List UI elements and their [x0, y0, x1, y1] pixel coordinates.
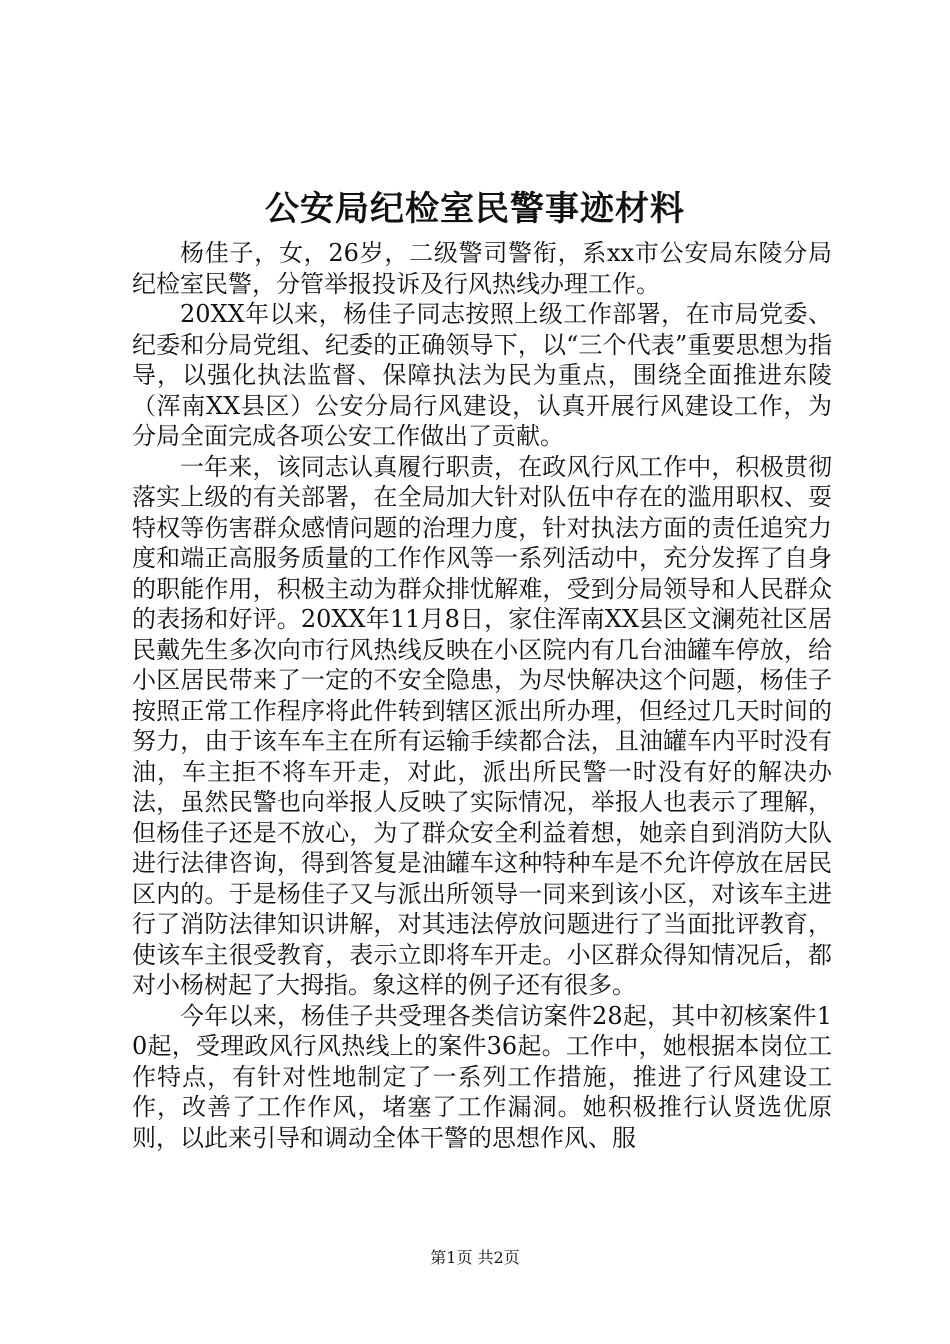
page-number-footer: 第1页 共2页 — [430, 1248, 520, 1267]
document-body — [132, 238, 832, 1153]
page-title: 公安局纪检室民警事迹材料 — [265, 189, 685, 229]
paragraph-intro: 杨佳子，女，26岁，二级警司警衔，系xx市公安局东陵分局纪检室民警，分管举报投诉及行风热线办理工作。 — [132, 239, 832, 298]
paragraph-statistics: 今年以来，杨佳子共受理各类信访案件28起，其中初核案件10起，受理政风行风热线上的案件36起。工作中，她根据本岗位工作特点，有针对性地制定了一系列工作措施，推进了行风建设工作，改善了工作作风，堵塞了工作漏洞。她积极推行认贤选优原则，以此来引导和调动全体干警的思想作风、服 — [132, 1001, 832, 1152]
paragraph-overview: 20XX年以来，杨佳子同志按照上级工作部署，在市局党委、纪委和分局党组、纪委的正确领导下，以“三个代表”重要思想为指导，以强化执法监督、保障执法为民为重点，围绕全面推进东陵（浑南XX县区）公安分局行风建设，认真开展行风建设工作，为分局全面完成各项公安工作做出了贡献。 — [132, 300, 832, 450]
paragraph-example: 一年来，该同志认真履行职责，在政风行风工作中，积极贯彻落实上级的有关部署，在全局加大针对队伍中存在的滥用职权、耍特权等伤害群众感情问题的治理力度，针对执法方面的责任追究力度和端正高服务质量的工作作风等一系列活动中，充分发挥了自身的职能作用，积极主动为群众排忧解难，受到分局领导和人民群众的表扬和好评。20XX年11月8日，家住浑南XX县区文澜苑社区居民戴先生多次向市行风热线反映在小区院内有几台油罐车停放，给小区居民带来了一定的不安全隐患，为尽快解决这个问题，杨佳子按照正常工作程序将此件转到辖区派出所办理，但经过几天时间的努力，由于该车车主在所有运输手续都合法，且油罐车内平时没有油，车主拒不将车开走，对此，派出所民警一时没有好的解决办法，虽然民警也向举报人反映了实际情况，举报人也表示了理解，但杨佳子还是不放心，为了群众安全利益着想，她亲自到消防大队进行法律咨询，得到答复是油罐车这种特种车是不允许停放在居民区内的。于是杨佳子又与派出所领导一同来到该小区，对该车主进行了消防法律知识讲解，对其违法停放问题进行了当面批评教育，使该车主很受教育，表示立即将车开走。小区群众得知情况后，都对小杨树起了大拇指。象这样的例子还有很多。 — [132, 452, 832, 999]
